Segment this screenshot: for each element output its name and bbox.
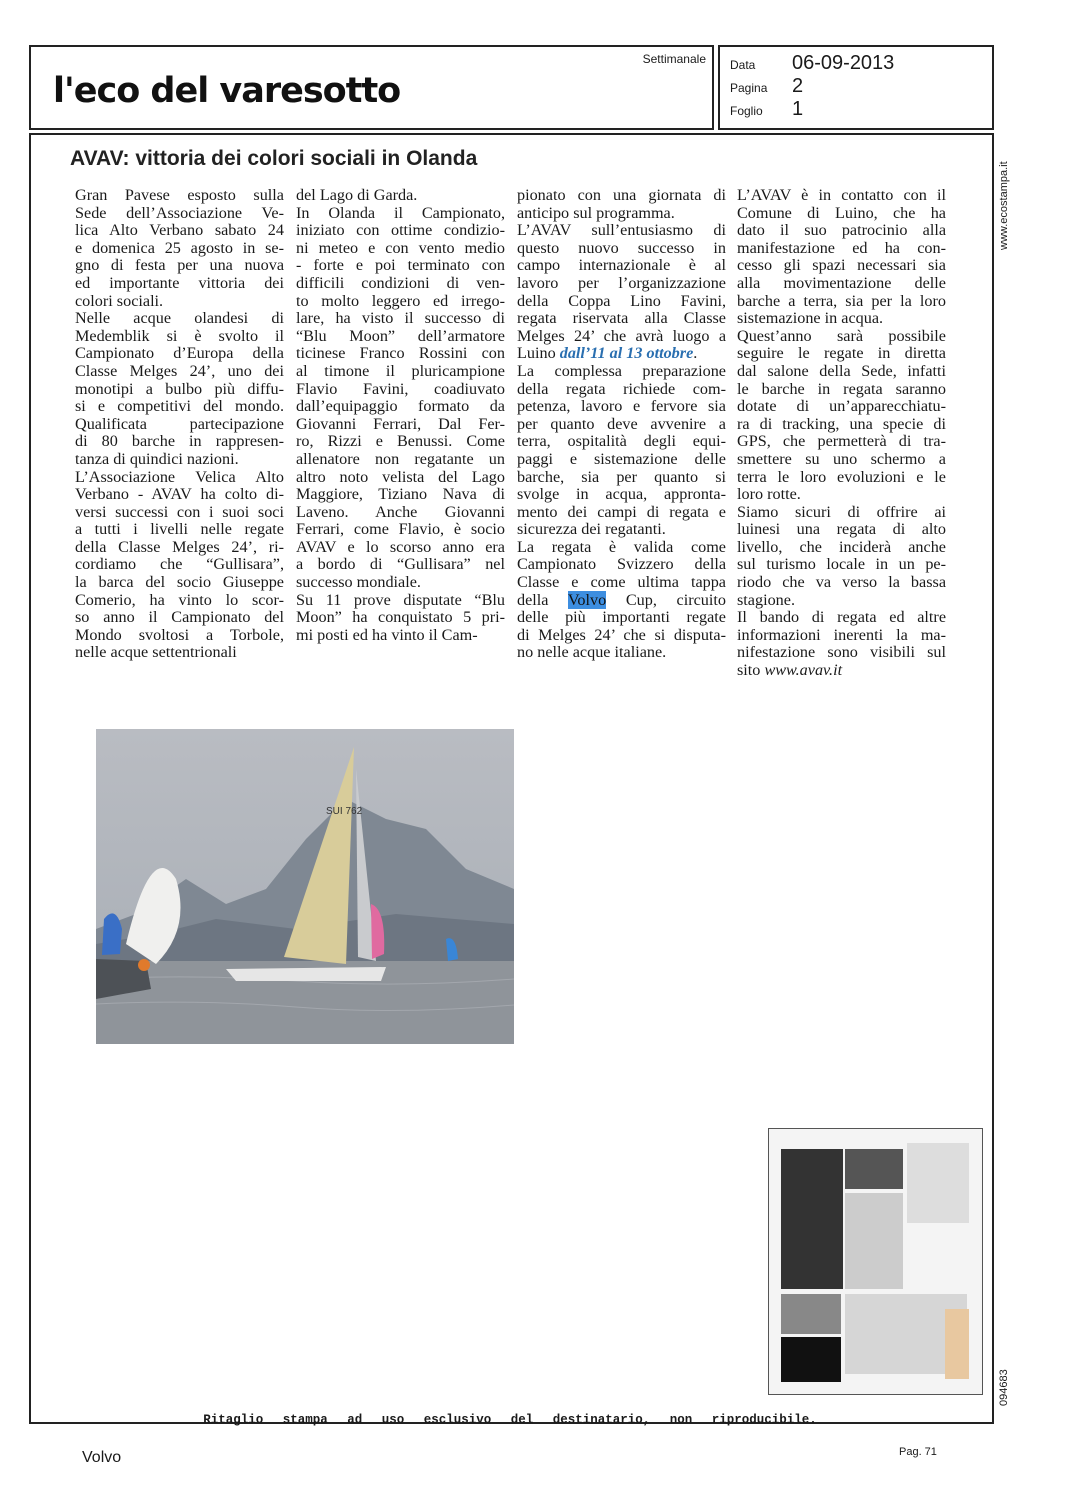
article-line: ra di tracking, una specie di <box>737 414 946 433</box>
article-line: La regata è valida come <box>517 537 726 556</box>
article-line: Melges 24’ che avrà luogo a <box>517 326 726 345</box>
newspaper-logo: l'eco del varesotto <box>53 71 401 111</box>
article-line: lare, ha visto il successo di <box>296 309 505 328</box>
article-line: allenatore non regatante un <box>296 449 505 468</box>
highlighted-keyword: Volvo <box>567 590 607 609</box>
article-line: Laveno. Anche Giovanni <box>296 502 505 521</box>
article-line: Nelle acque olandesi di <box>75 309 284 328</box>
page-number: Pag. 71 <box>899 1446 937 1458</box>
website-link[interactable]: www.avav.it <box>764 661 843 680</box>
article-line: colori sociali. <box>75 291 164 310</box>
article-line: Campionato Svizzero della <box>517 555 726 574</box>
article-line: manifestazione ed ha con- <box>737 238 946 257</box>
article-line: In Olanda il Campionato, <box>296 203 505 222</box>
article-line: paggi e sistemazione delle <box>517 449 726 468</box>
article-line: luinesi una regata di alto <box>737 520 946 539</box>
article-line: Siamo sicuri di offrire ai <box>737 502 946 521</box>
article-line: pionato con una giornata di <box>517 186 726 204</box>
article-line: barche, sia per quanto si <box>517 467 726 486</box>
article-line: campo internazionale è al <box>517 256 726 275</box>
article-line: questo nuovo successo in <box>517 238 726 257</box>
article-line: “Blu Moon” dell’armatore <box>296 326 505 345</box>
line-text: Luino <box>517 344 560 363</box>
article-line: AVAV e lo scorso anno era <box>296 537 505 556</box>
article-line: dotate di un’apparecchiatu- <box>737 397 946 416</box>
source-website: www.ecostampa.it <box>998 161 1010 250</box>
article-line: informazioni inerenti la ma- <box>737 625 946 644</box>
clipping-code: 094683 <box>998 1369 1010 1406</box>
article-line: lica Alto Verbano sabato 24 <box>75 221 284 240</box>
article-line: sul turismo locale in un pe- <box>737 555 946 574</box>
article-line: Mondo svoltosi a Torbole, <box>75 625 284 644</box>
article-line: Sede dell’Associazione Ve- <box>75 203 284 222</box>
article-line: Gran Pavese esposto sulla <box>75 186 284 204</box>
article-line: ro, Rizzi e Benussi. Come <box>296 432 505 451</box>
article-line: terra, ospitalità degli equi- <box>517 432 726 451</box>
article-line: dal salone della Sede, infatti <box>737 361 946 380</box>
article-line: Campionato d’Europa della <box>75 344 284 363</box>
article-line: la barca del socio Giuseppe <box>75 573 284 592</box>
article-line: e domenica 25 agosto in se- <box>75 238 284 257</box>
article-line <box>517 592 726 610</box>
article-line: dato il suo patrocinio alla <box>737 221 946 240</box>
article-line: versi successi con i suoi soci <box>75 502 284 521</box>
article-line: nelle acque settentrionali <box>75 643 237 662</box>
article-line: riodo che va verso la bassa <box>737 573 946 592</box>
article-line: anticipo sul programma. <box>517 203 675 222</box>
article-line: Su 11 prove disputate “Blu <box>296 590 505 609</box>
article-line: La complessa preparazione <box>517 361 726 380</box>
article-line: Flavio Favini, coadiuvato <box>296 379 505 398</box>
article-line: nifestazione sono visibili sul <box>737 643 946 662</box>
masthead <box>29 45 714 130</box>
event-dates: dall’11 al 13 ottobre <box>559 344 694 363</box>
article-line: Moon” ha conquistato 5 pri- <box>296 608 505 627</box>
article-line: Classe Melges 24’, uno dei <box>75 361 284 380</box>
article-line: sistemazione in acqua. <box>737 309 884 328</box>
sheet-value: 1 <box>792 98 804 120</box>
article-line: ticinese Franco Rossini con <box>296 344 505 363</box>
article-line: Medemblik si è svolto il <box>75 326 284 345</box>
article-line: Qualificata partecipazione <box>75 414 284 433</box>
sheet-row <box>730 98 803 121</box>
date-value: 06-09-2013 <box>792 52 895 74</box>
article-line: della Classe Melges 24’, ri- <box>75 537 284 556</box>
article-line: Classe e come ultima tappa <box>517 573 726 592</box>
article-line: Il bando di regata ed altre <box>737 608 946 627</box>
article-line: alla movimentazione delle <box>737 273 946 292</box>
article-line: della Coppa Lino Favini, <box>517 291 726 310</box>
article-line: le barche in regata saranno <box>737 379 946 398</box>
article-line: smettere su uno schermo a <box>737 449 946 468</box>
article-line: Comune di Luino, che ha <box>737 203 946 222</box>
article-column-1 <box>75 187 284 662</box>
article-line: della regata richiede com- <box>517 379 726 398</box>
line-text: . <box>693 344 698 363</box>
article-line: a tutti i livelli nelle regate <box>75 520 284 539</box>
article-line: lavoro per l’organizzazione <box>517 273 726 292</box>
page-label: Pagina <box>730 81 768 95</box>
article-line: terra le loro evoluzioni e le <box>737 467 946 486</box>
reproduction-notice: Ritaglio stampa ad uso esclusivo del destinatario, non riproducibile. <box>203 1413 817 1427</box>
article-line: monotipi a bulbo più diffu- <box>75 379 284 398</box>
page-row <box>730 75 803 98</box>
article-line: L’AVAV è in contatto con il <box>737 186 946 204</box>
article-line: per quanto deve avvenire a <box>517 414 726 433</box>
article-line: no nelle acque italiane. <box>517 643 667 662</box>
article-line: di Melges 24’ che si disputa- <box>517 625 726 644</box>
article-line: - forte e poi terminato con <box>296 256 505 275</box>
article-line: mi posti ed ha vinto il Cam- <box>296 625 478 644</box>
sheet-label: Foglio <box>730 104 763 118</box>
article-line: sicurezza dei regatanti. <box>517 520 666 539</box>
article-column-3 <box>517 187 726 662</box>
article-line: regata riservata alla Classe <box>517 309 726 328</box>
article-line: stagione. <box>737 590 795 609</box>
line-text: sito <box>737 661 765 680</box>
article-line: L’Associazione Velica Alto <box>75 467 284 486</box>
article-line: successo mondiale. <box>296 573 421 592</box>
line-text: Cup, circuito <box>606 590 726 609</box>
article-line: delle più importanti regate <box>517 608 726 627</box>
regatta-photo <box>96 729 514 1044</box>
article-column-2 <box>296 187 505 644</box>
article-line: to molto leggero ed irrego- <box>296 291 505 310</box>
article-line: si e competitivi del mondo. <box>75 397 284 416</box>
article-line: difficili condizioni di ven- <box>296 273 505 292</box>
sail-number: SUI 762 <box>326 806 363 817</box>
article-line: tanza di quindici nazioni. <box>75 449 239 468</box>
article-line: al timone il pluricampione <box>296 361 505 380</box>
article-line: mento dei campi di regata e <box>517 502 726 521</box>
article-line: gno di festa per una nuova <box>75 256 284 275</box>
article-line: GPS, che permetterà di tra- <box>737 432 946 451</box>
article-line: loro rotte. <box>737 485 801 504</box>
article-line: del Lago di Garda. <box>296 186 418 204</box>
clipping-meta <box>718 45 994 130</box>
article-line: Ferrari, come Flavio, è socio <box>296 520 505 539</box>
date-row <box>730 52 894 75</box>
article-line: ed importante vittoria dei <box>75 273 284 292</box>
article-line: ni meteo e con vento medio <box>296 238 505 257</box>
article-line: cordiamo che “Gullisara”, <box>75 555 284 574</box>
article-line: Giovanni Ferrari, Dal Fer- <box>296 414 505 433</box>
article-line: Verbano - AVAV ha colto di- <box>75 485 284 504</box>
article-line: altro noto velista del Lago <box>296 467 505 486</box>
article-line: barche a terra, sia per la loro <box>737 291 946 310</box>
page-thumbnail <box>768 1128 983 1395</box>
article-line: L’AVAV sull’entusiasmo di <box>517 221 726 240</box>
article-line: dall’equipaggio formato da <box>296 397 505 416</box>
article-line <box>737 662 946 680</box>
article-line: Quest’anno sarà possibile <box>737 326 946 345</box>
article-line: di 80 barche in rappresen- <box>75 432 284 451</box>
article-line: petenza, lavoro e fervore sia <box>517 397 726 416</box>
article-line: svolge in acqua, appronta- <box>517 485 726 504</box>
article-line: iniziato con ottime condizio- <box>296 221 505 240</box>
article-line: seguire le regate in diretta <box>737 344 946 363</box>
article-line: a bordo di “Gullisara” nel <box>296 555 505 574</box>
article-line: cesso gli spazi necessari sia <box>737 256 946 275</box>
date-label: Data <box>730 58 756 72</box>
article-line <box>517 345 726 363</box>
article-line: Maggiore, Tiziano Nava di <box>296 485 505 504</box>
article-line: livello, che inciderà anche <box>737 537 946 556</box>
article-title: AVAV: vittoria dei colori sociali in Olanda <box>70 147 478 170</box>
frequency-label: Settimanale <box>642 52 706 66</box>
article-line: Comerio, ha vinto lo scor- <box>75 590 284 609</box>
keyword-label: Volvo <box>82 1449 122 1466</box>
page-value: 2 <box>792 75 804 97</box>
article-column-4 <box>737 187 946 680</box>
line-text: della <box>517 590 568 609</box>
article-line: so anno il Campionato del <box>75 608 284 627</box>
